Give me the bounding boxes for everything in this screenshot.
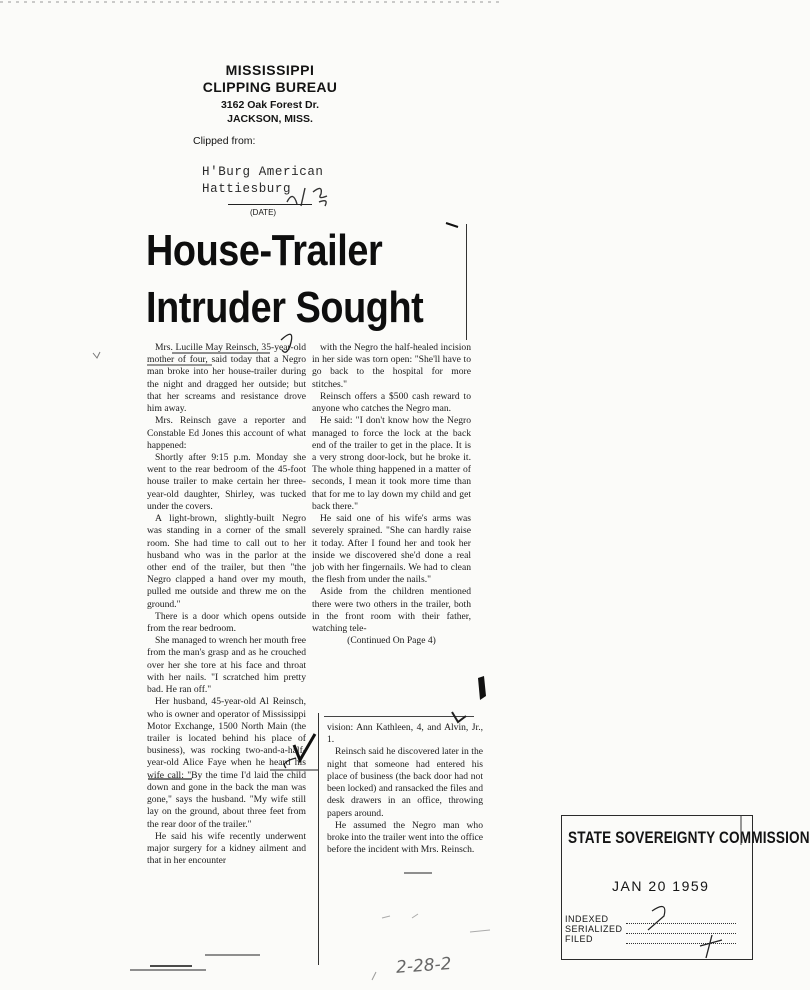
date-underline <box>228 204 312 205</box>
article-column-left <box>147 342 306 867</box>
commission-stamp <box>561 815 810 960</box>
paragraph: He said his wife recently underwent major surgery for a kidney ailment and that in her encounter <box>147 830 306 867</box>
paragraph: A light-brown, slightly-built Negro was standing in a corner of the small room. She had time to call out to her husband who was in the parlor at the other end of the trailer, but then "the Negro clapped a hand over my mouth, pulled me outside and threw me on the ground." <box>147 513 306 610</box>
paragraph: Mrs. Reinsch gave a reporter and Constable Ed Jones this account of what happened: <box>147 415 306 451</box>
bureau-address: 3162 Oak Forest Dr. <box>220 99 320 111</box>
paragraph: Reinsch said he discovered later in the night that someone had entered his place of business (the back door had not been locked) and ransacked the files and desk drawers in an office, throwing papers around. <box>327 746 483 819</box>
paragraph: Shortly after 9:15 p.m. Monday she went to the rear bedroom of the 45-foot house trailer to make certain her three-year-old daughter, Shirley, was tucked under the covers. <box>147 451 306 512</box>
paragraph: Reinsch offers a $500 cash reward to anyone who catches the Negro man. <box>312 390 471 415</box>
paragraph: He assumed the Negro man who broke into the trailer went into the office before the incident with Mrs. Reinsch. <box>327 819 483 856</box>
headline-line-1: House-Trailer <box>146 226 383 275</box>
headline <box>146 222 423 336</box>
paragraph: Her husband, 45-year-old Al Reinsch, who is owner and operator of Mississippi Motor Exchange, 1500 North Main (the trailer is located behind his place of business), was rocking two-and-a-half-year-old Alice Faye when he heard his wife call: "By the time I'd laid the child down and gone in the back the man was gone," says the husband. "My wife still lay on the ground, about three feet from the rear door of the trailer." <box>147 696 306 830</box>
handwritten-date-mark <box>283 182 353 210</box>
paragraph: She managed to wrench her mouth free from the man's grasp and as he crouched over her she tore at his face and throat with her nails. "I scratched him pretty bad. He ran off." <box>147 635 306 696</box>
headline-column-rule <box>466 224 467 340</box>
stamp-dotted-line <box>626 933 736 934</box>
bureau-name: CLIPPING BUREAU <box>202 79 338 95</box>
bureau-city: JACKSON, MISS. <box>227 113 313 125</box>
clipping-bureau-header <box>185 62 355 125</box>
stamp-dotted-line <box>626 943 736 944</box>
bureau-state: MISSISSIPPI <box>225 62 315 78</box>
stamp-dotted-line <box>626 923 736 924</box>
source-paper: H'Burg American <box>202 165 324 179</box>
handwritten-file-number: 2-28-2 <box>395 954 453 978</box>
article-column-right-bottom <box>327 722 483 856</box>
paragraph: Mrs. Lucille May Reinsch, 35-year-old mother of four, said today that a Negro man broke into her house-trailer during the night and dragged her outside; but that her screams and resistance drove him away. <box>147 342 306 415</box>
stamp-field-indexed: INDEXED <box>565 914 609 924</box>
continued-note: (Continued On Page 4) <box>347 635 436 647</box>
paragraph: There is a door which opens outside from the rear bedroom. <box>147 610 306 635</box>
paragraph: Aside from the children mentioned there were two others in the trailer, both in the front room with their father, watching tele- <box>312 586 471 635</box>
paragraph: vision: Ann Kathleen, 4, and Alvin, Jr., 1. <box>327 722 483 746</box>
headline-line-2: Intruder Sought <box>146 283 424 332</box>
source-city: Hattiesburg <box>202 182 292 196</box>
column-rule <box>318 713 319 965</box>
stamp-field-filed: FILED <box>565 934 594 944</box>
stamp-date: JAN 20 1959 <box>612 878 710 894</box>
paragraph: He said one of his wife's arms was severely sprained. "She can hardly raise it today. After I found her and took her inside we discovered she'd done a real job with her fingernails. We had to clean the flesh from under the nails." <box>312 513 471 586</box>
date-label: (DATE) <box>250 208 277 217</box>
clipped-from-label: Clipped from: <box>193 135 256 147</box>
stamp-field-serialized: SERIALIZED <box>565 924 623 934</box>
continuation-rule <box>324 716 474 717</box>
paragraph: He said: "I don't know how the Negro managed to force the lock at the back end of the trailer to get in the place. It is a very strong door-lock, but he broke it. The whole thing happened in a matter of seconds, I mean it took more time than that for me to lay down my child and get back there." <box>312 415 471 512</box>
article-column-right-top <box>312 342 471 647</box>
stamp-title: STATE SOVEREIGNTY COMMISSION <box>568 828 810 847</box>
paragraph: with the Negro the half-healed incision in her side was torn open: "She'll have to go back to the hospital for more stitches." <box>312 342 471 390</box>
